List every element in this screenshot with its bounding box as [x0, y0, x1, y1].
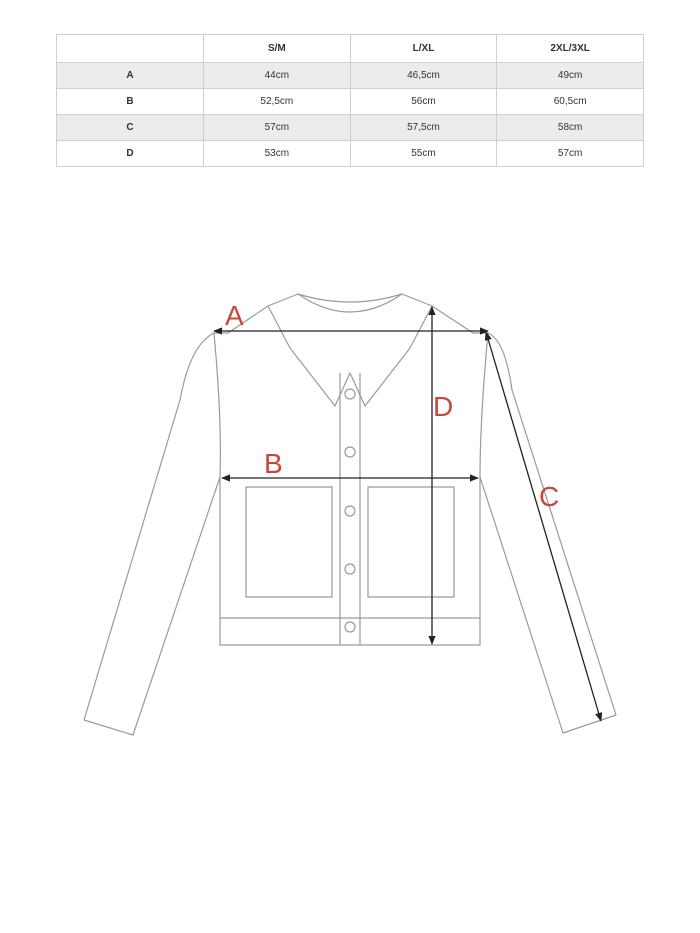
table-header-size: L/XL [350, 35, 497, 63]
button [345, 506, 355, 516]
measure-c-arrow [486, 332, 601, 721]
button [345, 447, 355, 457]
table-cell: 46,5cm [350, 63, 497, 89]
right-pocket [368, 487, 454, 597]
measurement-arrows [214, 307, 601, 721]
table-cell: 56cm [350, 89, 497, 115]
measure-b-label: B [264, 448, 283, 479]
jacket-body [214, 306, 488, 645]
collar-stand [298, 294, 402, 302]
placket [340, 373, 360, 645]
table-cell: 55cm [350, 141, 497, 167]
table-cell: 57cm [204, 115, 351, 141]
row-label: B [57, 89, 204, 115]
left-sleeve [84, 333, 220, 735]
row-label: D [57, 141, 204, 167]
table-header-size: S/M [204, 35, 351, 63]
measure-d-label: D [433, 391, 454, 422]
measure-c-label: C [539, 481, 560, 512]
right-sleeve [480, 333, 616, 733]
button [345, 622, 355, 632]
buttons [345, 389, 355, 632]
table-cell: 49cm [497, 63, 644, 89]
measure-a-label: A [225, 300, 244, 331]
table-cell: 60,5cm [497, 89, 644, 115]
table-header-size: 2XL/3XL [497, 35, 644, 63]
row-label: C [57, 115, 204, 141]
table-cell: 57cm [497, 141, 644, 167]
table-cell: 57,5cm [350, 115, 497, 141]
row-label: A [57, 63, 204, 89]
table-cell: 44cm [204, 63, 351, 89]
table-cell: 58cm [497, 115, 644, 141]
button [345, 389, 355, 399]
jacket-outline [84, 294, 616, 735]
button [345, 564, 355, 574]
table-cell: 52,5cm [204, 89, 351, 115]
left-pocket [246, 487, 332, 597]
table-cell: 53cm [204, 141, 351, 167]
